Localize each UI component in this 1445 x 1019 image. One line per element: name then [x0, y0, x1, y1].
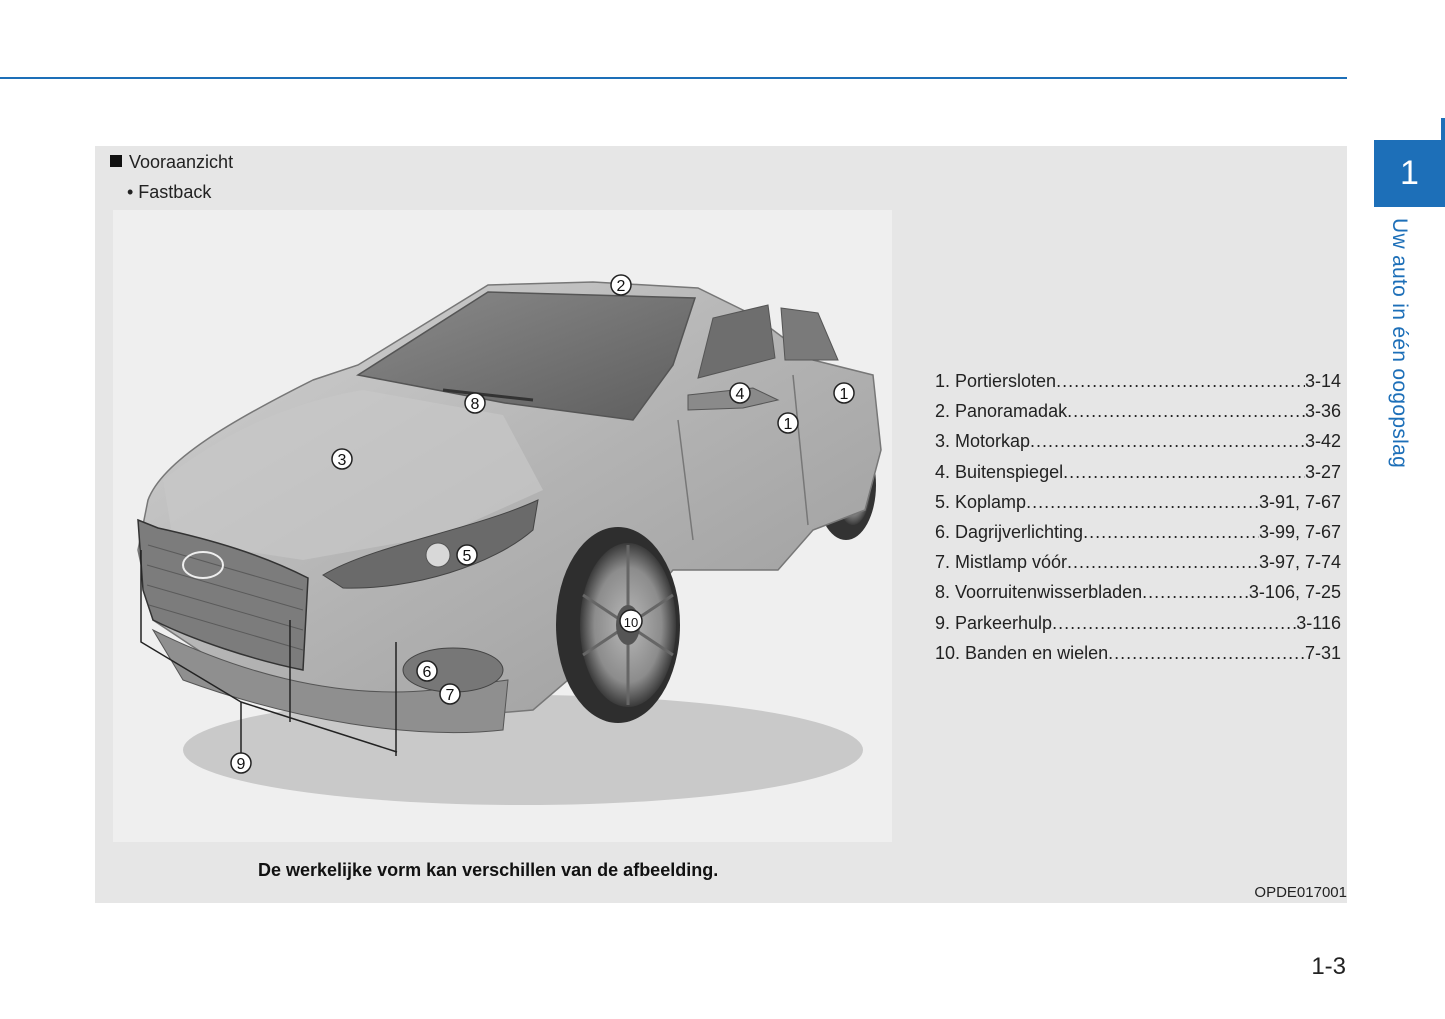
list-item: 7. Mistlamp vóór ..... 3-97, 7-74	[935, 547, 1341, 577]
list-item: 4. Buitenspiegel ..... 3-27	[935, 457, 1341, 487]
svg-text:7: 7	[445, 687, 455, 704]
callout-2	[611, 275, 631, 295]
svg-text:6: 6	[422, 664, 432, 681]
page-number: 1-3	[1311, 953, 1346, 980]
square-bullet-icon	[110, 155, 122, 167]
list-item: 5. Koplamp ..... 3-91, 7-67	[935, 487, 1341, 517]
section-subheading: • Fastback	[127, 182, 212, 202]
callout-1b	[778, 413, 798, 433]
callout-3	[332, 449, 352, 469]
svg-text:3: 3	[337, 452, 347, 469]
figure-caption: De werkelijke vorm kan verschillen van de afbeelding.	[258, 860, 719, 880]
section-heading	[110, 152, 233, 173]
svg-text:10: 10	[623, 615, 639, 630]
svg-text:4: 4	[735, 386, 745, 403]
callout-4	[730, 383, 750, 403]
svg-text:8: 8	[470, 396, 480, 413]
svg-text:9: 9	[236, 756, 246, 773]
callout-10	[620, 610, 642, 632]
list-item: 9. Parkeerhulp ..... 3-116	[935, 608, 1341, 638]
parts-list	[935, 366, 1341, 668]
section-heading-text: Vooraanzicht	[129, 152, 234, 172]
svg-text:1: 1	[783, 416, 793, 433]
image-code: OPDE017001	[1254, 884, 1347, 901]
svg-text:2: 2	[616, 278, 626, 295]
svg-text:5: 5	[462, 548, 472, 565]
list-item: 1. Portiersloten ..... 3-14	[935, 366, 1341, 396]
callout-5	[457, 545, 477, 565]
callout-1a	[834, 383, 854, 403]
callout-7	[440, 684, 460, 704]
svg-text:1: 1	[839, 386, 849, 403]
list-item: 6. Dagrijverlichting ..... 3-99, 7-67	[935, 517, 1341, 547]
car-front-view-illustration	[113, 210, 892, 842]
callout-6	[417, 661, 437, 681]
list-item: 2. Panoramadak ..... 3-36	[935, 396, 1341, 426]
header-rule	[0, 77, 1347, 79]
list-item: 3. Motorkap ..... 3-42	[935, 426, 1341, 456]
list-item: 10. Banden en wielen ..... 7-31	[935, 638, 1341, 668]
chapter-tab-edge	[1441, 118, 1445, 140]
chapter-title: Uw auto in één oogopslag	[1388, 218, 1411, 469]
callout-8	[465, 393, 485, 413]
callout-9	[231, 753, 251, 773]
chapter-tab[interactable]: 1	[1374, 140, 1445, 207]
list-item: 8. Voorruitenwisserbladen ..... 3-106, 7-25	[935, 577, 1341, 607]
